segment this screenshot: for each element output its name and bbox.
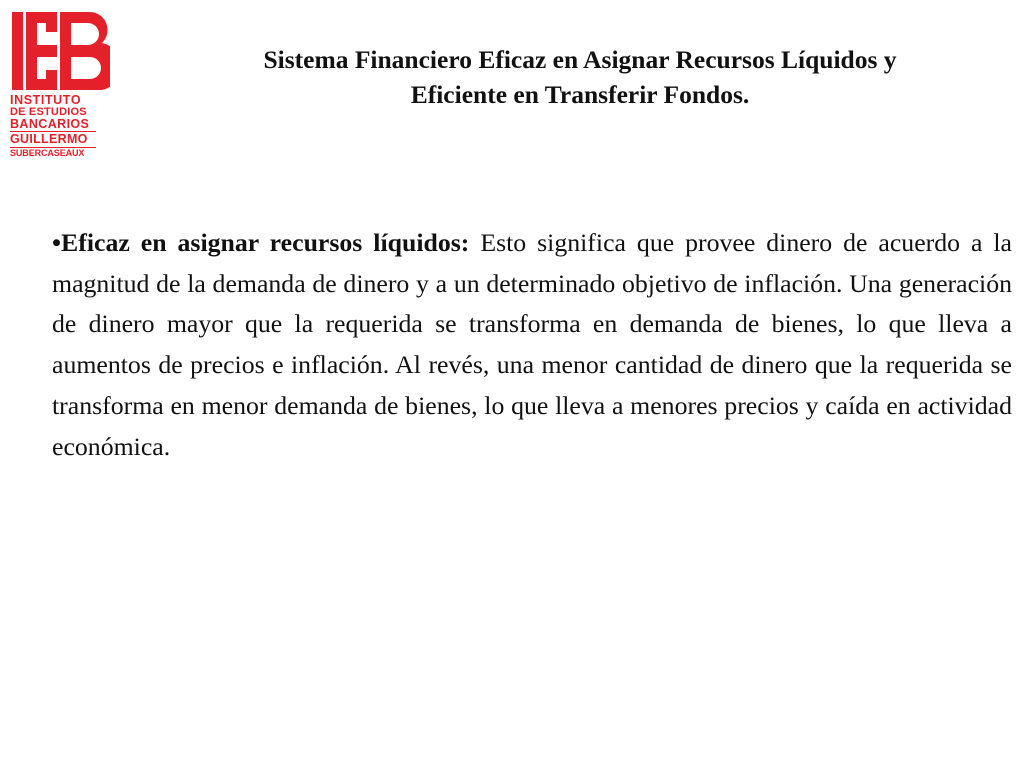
institution-logo <box>8 12 112 160</box>
logo-line: BANCARIOS <box>10 116 90 131</box>
logo-line: SUBERCASEAUX <box>10 147 85 158</box>
bullet-marker: • <box>52 228 62 257</box>
bullet-term: Eficaz en asignar recursos líquidos: <box>61 228 470 257</box>
slide-title-line: Sistema Financiero Eficaz en Asignar Recursos Líquidos y <box>263 45 897 74</box>
logo-line: GUILLERMO <box>10 132 88 146</box>
slide-title <box>150 42 1010 112</box>
logo-line: DE ESTUDIOS <box>10 105 87 118</box>
bullet-paragraph <box>52 223 1012 467</box>
slide-title-line: Eficiente en Transferir Fondos. <box>410 80 750 109</box>
logo-wordmark <box>10 94 110 158</box>
ieb-logo-icon <box>10 12 110 90</box>
bullet-text: Esto significa que provee dinero de acuerdo a la magnitud de la demanda de dinero y a un determinado objetivo de inflación. Una generación de dinero mayor que la requerida se transforma en demanda de bienes, lo que lleva a aumentos de precios e inflación. Al revés, una menor cantidad de dinero que la requerida se transforma en menor demanda de bienes, lo que lleva a menores precios y caída en actividad económica. <box>52 228 1012 461</box>
logo-line: INSTITUTO <box>10 93 82 107</box>
